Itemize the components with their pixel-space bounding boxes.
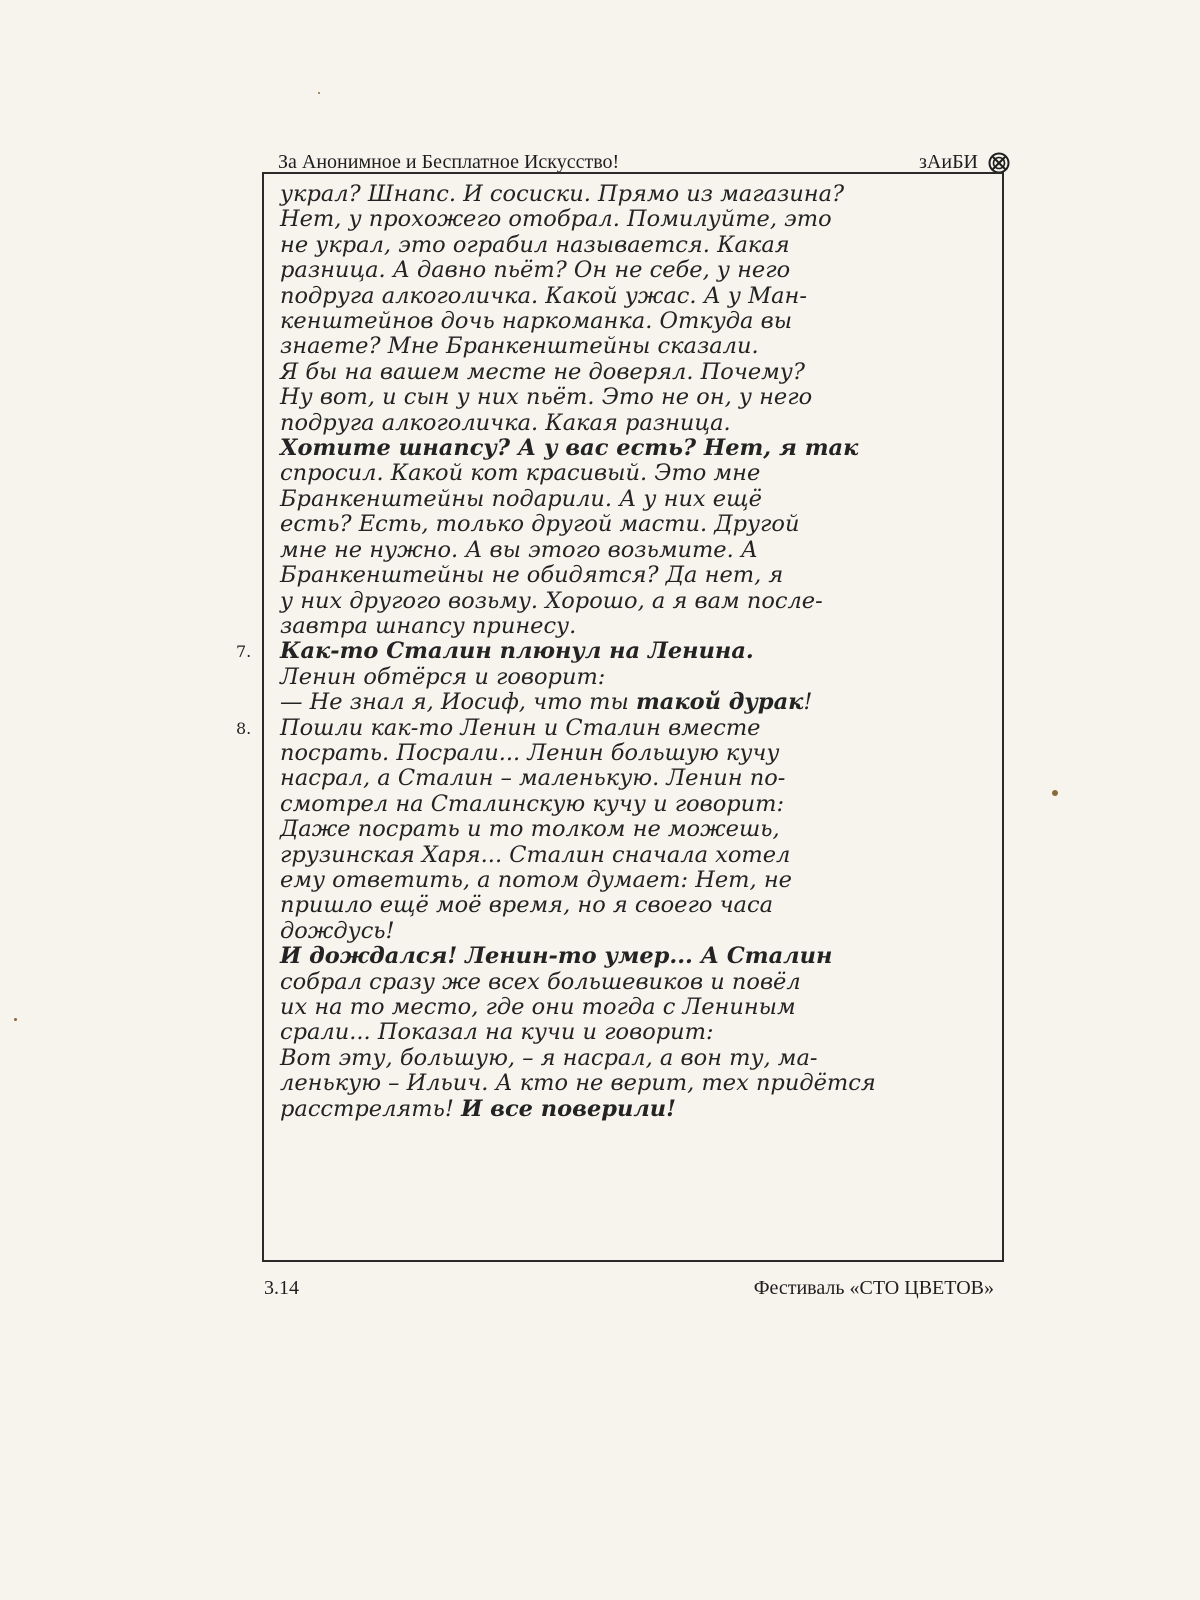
manuscript-line: знаете? Мне Бранкенштейны сказали. (280, 333, 759, 360)
page-footer (264, 1272, 994, 1300)
manuscript-frame (236, 172, 1004, 1262)
paper-speck (318, 92, 320, 94)
manuscript-line: И дождался! Ленин-то умер... А Сталин (280, 943, 833, 970)
manuscript-line: собрал сразу же всех большевиков и повёл (280, 968, 801, 995)
page-header (278, 148, 1010, 174)
manuscript-line: ему ответить, а потом думает: Нет, не (280, 866, 792, 893)
manuscript-line: Ну вот, и сын у них пьёт. Это не он, у него (280, 384, 813, 411)
manuscript-line: насрал, а Сталин – маленькую. Ленин по- (280, 765, 786, 792)
paper-speck (14, 1018, 17, 1021)
item-number: 7. (236, 642, 252, 662)
manuscript-line: разница. А давно пьёт? Он не себе, у него (280, 257, 791, 284)
quote-end: ! (803, 689, 813, 716)
manuscript-line: спросил. Какой кот красивый. Это мне (280, 460, 761, 487)
last-line-bold: И все поверили! (461, 1095, 677, 1122)
quote-start: — Не знал я, Иосиф, что ты (280, 689, 636, 716)
manuscript-line: Хотите шнапсу? А у вас есть? Нет, я так (280, 435, 859, 462)
header-title: За Анонимное и Бесплатное Искусство! (278, 151, 620, 173)
item-7-text: Как-то Сталин плюнул на Ленина. (280, 638, 754, 665)
manuscript-line: дождусь! (280, 917, 395, 944)
manuscript-line: срали... Показал на кучи и говорит: (280, 1019, 714, 1046)
manuscript-line: их на то место, где они тогда с Лениным (280, 994, 796, 1020)
manuscript-line: подруга алкоголичка. Какой ужас. А у Ман- (280, 282, 807, 309)
item-number: 8. (236, 718, 252, 738)
last-line-start: расстрелять! (280, 1095, 462, 1122)
manuscript-line: Бранкенштейны подарили. А у них ещё (280, 485, 762, 512)
manuscript-line: Ленин обтёрся и говорит: (280, 663, 606, 690)
handwritten-text (236, 181, 988, 1122)
manuscript-line: есть? Есть, только другой масти. Другой (280, 511, 800, 538)
manuscript-line: не украл, это ограбил называется. Какая (280, 231, 790, 258)
item-7-line (236, 638, 988, 665)
header-brand-text: зАиБИ (919, 151, 978, 173)
manuscript-line: у них другого возьму. Хорошо, а я вам после- (280, 587, 823, 614)
manuscript-line: Даже посрать и то толком не можешь, (280, 816, 780, 843)
manuscript-line: украл? Шнапс. И сосиски. Прямо из магазина? (280, 181, 845, 207)
item-8-text: Пошли как-то Ленин и Сталин вместе (280, 714, 761, 741)
paper-speck (1052, 790, 1058, 796)
manuscript-line: ленькую – Ильич. А кто не верит, тех придётся (280, 1070, 876, 1097)
page-number: 3.14 (264, 1277, 299, 1299)
manuscript-line: мне не нужно. А вы этого возьмите. А (280, 536, 758, 563)
item-7-quote (280, 690, 988, 715)
zaibi-logo-icon (988, 152, 1010, 174)
manuscript-line: завтра шнапсу принесу. (280, 612, 577, 639)
manuscript-line: кенштейнов дочь наркоманка. Откуда вы (280, 308, 793, 335)
item-8-line (236, 714, 988, 741)
manuscript-line: Нет, у прохожего отобрал. Помилуйте, это (280, 206, 832, 233)
manuscript-line: Я бы на вашем месте не доверял. Почему? (280, 358, 805, 385)
header-brand (919, 151, 1010, 174)
manuscript-line: смотрел на Сталинскую кучу и говорит: (280, 790, 785, 817)
quote-bold: такой дурак (635, 689, 804, 716)
manuscript-line: Вот эту, большую, – я насрал, а вон ту, ма- (280, 1044, 818, 1071)
manuscript-line: подруга алкоголичка. Какая разница. (280, 409, 731, 436)
manuscript-last-line (280, 1097, 988, 1122)
manuscript-line: пришло ещё моё время, но я своего часа (280, 892, 773, 919)
manuscript-line: Бранкенштейны не обидятся? Да нет, я (280, 562, 784, 589)
manuscript-line: грузинская Харя... Сталин сначала хотел (280, 841, 791, 868)
festival-title: Фестиваль «СТО ЦВЕТОВ» (753, 1277, 994, 1299)
manuscript-line: посрать. Посрали... Ленин большую кучу (280, 739, 780, 766)
